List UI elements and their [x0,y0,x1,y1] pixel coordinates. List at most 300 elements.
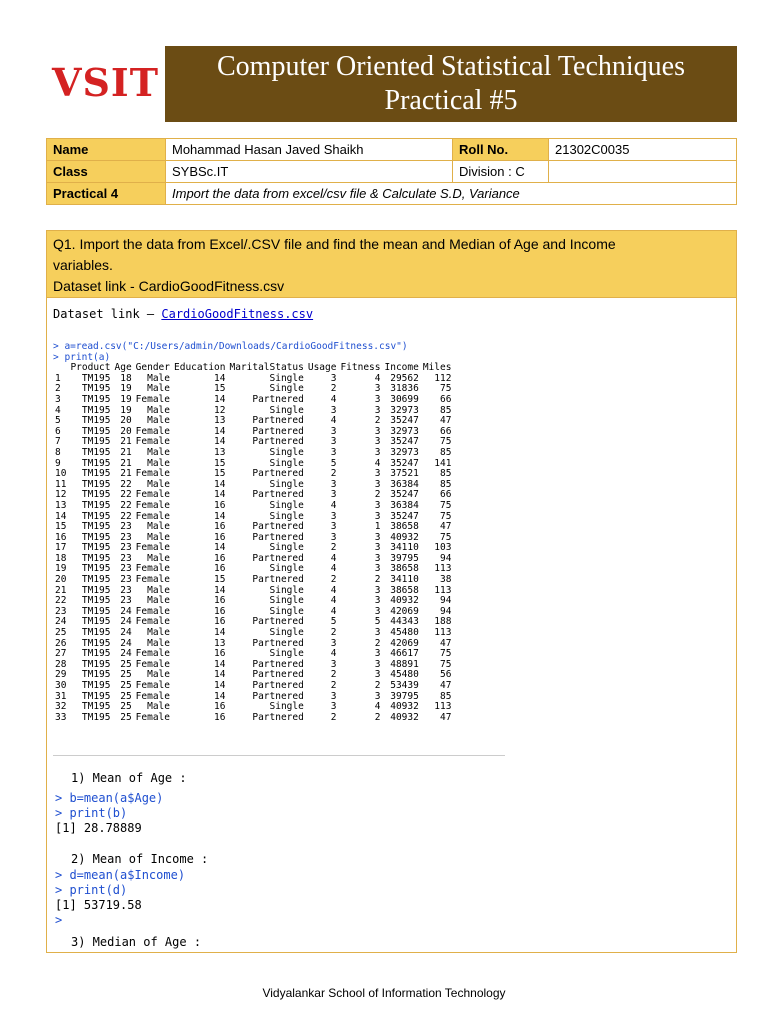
table-cell: 39795 [390,690,419,702]
table-cell: 2 [374,415,381,427]
table-cell: TM195 [81,563,111,575]
table-cell: 36384 [390,499,419,511]
table-cell: 2 [330,680,337,691]
table-cell: 16 [214,616,226,628]
table-cell: 23 [120,542,132,554]
row-index: 25 [55,627,67,639]
table-cell: Partnered [252,552,304,564]
table-cell: 16 [214,563,226,575]
table-cell: TM195 [81,383,111,395]
table-cell: Male [147,584,170,596]
table-cell: Female [135,574,170,586]
table-cell: 4 [330,605,337,617]
table-cell: 3 [374,436,381,448]
question-box [46,230,737,298]
table-cell: 25 [120,680,132,691]
console-command: > b=mean(a$Age) [55,791,164,805]
table-cell: 14 [214,425,226,437]
column-header: Income [384,362,419,374]
table-cell: TM195 [81,415,111,427]
table-cell: 14 [214,584,226,596]
table-cell: Male [147,383,170,395]
table-cell: 3 [374,404,381,416]
console-command: > print(d) [55,883,128,897]
table-cell: Female [135,605,170,617]
table-cell: Partnered [252,574,304,586]
table-cell: Male [147,669,170,681]
table-cell: Female [135,436,170,448]
table-cell: 44343 [390,616,419,628]
table-cell: 2 [374,680,381,691]
table-cell: 35247 [390,415,419,427]
table-cell: 2 [330,669,337,681]
table-cell: Male [147,637,170,649]
roll-label: Roll No. [453,139,549,161]
table-cell: 2 [374,711,381,723]
table-cell: 3 [374,605,381,617]
table-cell: 19 [120,404,132,416]
data-frame-table [53,363,453,723]
table-cell: 3 [374,595,381,607]
table-cell: 38658 [390,584,419,596]
table-cell: 3 [374,690,381,702]
table-cell: 3 [374,584,381,596]
table-cell: 16 [214,648,226,660]
table-cell: Male [147,595,170,607]
console-block [55,868,185,928]
table-cell: 4 [374,372,381,384]
table-cell: TM195 [81,521,111,533]
table-cell: TM195 [81,637,111,649]
table-cell: 112 [434,372,452,384]
table-cell: 45480 [390,669,419,681]
table-cell: 24 [120,627,132,639]
row-index: 31 [55,690,67,702]
table-cell: 20 [120,415,132,427]
table-cell: 4 [330,584,337,596]
table-cell: Male [147,478,170,490]
table-cell: Single [269,404,304,416]
table-cell: 32973 [390,404,419,416]
table-cell: 1 [374,521,381,533]
table-cell: Female [135,510,170,522]
table-cell: TM195 [81,584,111,596]
table-cell: 42069 [390,605,419,617]
column-header: Gender [135,362,170,374]
column-header: Education [174,362,226,374]
row-index: 18 [55,552,67,564]
table-cell: 19 [120,393,132,405]
table-cell: 15 [214,383,226,395]
table-cell: Female [135,711,170,723]
table-cell: 16 [214,711,226,723]
table-cell: 3 [374,510,381,522]
table-cell: 40932 [390,711,419,723]
table-cell: Single [269,510,304,522]
table-cell: 21 [120,446,132,458]
table-cell: Partnered [252,690,304,702]
table-cell: Female [135,489,170,501]
table-cell: 4 [330,393,337,405]
table-cell: 2 [374,637,381,649]
table-cell: Female [135,542,170,554]
table-cell: Partnered [252,711,304,723]
table-cell: 14 [214,658,226,670]
table-cell: 75 [439,658,452,670]
table-cell: 2 [374,574,381,586]
table-row [53,501,453,512]
table-cell: 21 [120,468,132,480]
table-cell: Female [135,690,170,702]
table-cell: 3 [374,552,381,564]
row-index: 15 [55,521,67,533]
table-cell: 3 [330,701,337,713]
table-cell: 15 [214,457,226,469]
class-label: Class [47,161,166,183]
table-cell: 40932 [390,531,419,543]
table-cell: 38658 [390,563,419,575]
table-cell: 16 [214,499,226,511]
row-index: 17 [55,542,67,554]
table-cell: Partnered [252,415,304,427]
banner-title: Computer Oriented Statistical Techniques [217,51,685,82]
row-index: 28 [55,658,67,670]
table-cell: 14 [214,372,226,384]
table-cell: Male [147,627,170,639]
table-cell: 3 [330,521,337,533]
table-cell: 48891 [390,658,419,670]
table-cell: 4 [374,701,381,713]
table-cell: 38 [439,574,452,586]
row-index: 20 [55,574,67,586]
table-cell: 14 [214,542,226,554]
row-index: 30 [55,680,67,691]
table-cell: Male [147,531,170,543]
table-cell: TM195 [81,425,111,437]
table-cell: Single [269,446,304,458]
table-cell: 15 [214,574,226,586]
table-cell: 113 [434,584,452,596]
table-cell: TM195 [81,690,111,702]
table-cell: TM195 [81,531,111,543]
row-index: 32 [55,701,67,713]
console-prompt: > [55,913,63,927]
table-cell: TM195 [81,616,111,628]
table-row [53,448,453,459]
table-cell: 14 [214,669,226,681]
table-cell: TM195 [81,436,111,448]
table-cell: 47 [439,415,452,427]
table-cell: TM195 [81,468,111,480]
table-cell: TM195 [81,404,111,416]
table-cell: 35247 [390,436,419,448]
table-cell: 85 [439,690,452,702]
table-cell: 14 [214,510,226,522]
table-cell: 103 [434,542,452,554]
title-banner [165,46,737,122]
table-cell: TM195 [81,648,111,660]
table-cell: 13 [214,415,226,427]
table-cell: 25 [120,669,132,681]
table-cell: 16 [214,701,226,713]
dataset-label: Dataset link – [53,307,162,321]
table-cell: 75 [439,436,452,448]
table-cell: 47 [439,521,452,533]
table-cell: Partnered [252,680,304,691]
table-cell: 188 [434,616,452,628]
table-cell: Single [269,383,304,395]
console-command: > a=read.csv("C:/Users/admin/Downloads/CardioGoodFitness.csv") [53,341,408,352]
table-cell: Single [269,595,304,607]
table-cell: 75 [439,499,452,511]
table-cell: TM195 [81,542,111,554]
table-cell: Single [269,542,304,554]
table-cell: Single [269,499,304,511]
table-cell: 35247 [390,510,419,522]
table-cell: 34110 [390,542,419,554]
row-index: 21 [55,584,67,596]
table-cell: 2 [330,542,337,554]
column-header: Fitness [340,362,381,374]
table-cell: 12 [214,404,226,416]
table-cell: Partnered [252,521,304,533]
table-row [53,713,453,724]
table-cell: 3 [374,499,381,511]
table-cell: Partnered [252,531,304,543]
table-cell: Partnered [252,425,304,437]
table-cell: 3 [374,446,381,458]
divider [53,755,505,756]
table-cell: 16 [214,521,226,533]
table-cell: 3 [374,627,381,639]
table-cell: 47 [439,637,452,649]
info-table [46,138,737,205]
table-cell: 85 [439,478,452,490]
table-cell: 2 [330,627,337,639]
table-cell: 113 [434,563,452,575]
table-cell: 3 [330,637,337,649]
table-cell: 3 [374,478,381,490]
table-cell: 23 [120,584,132,596]
table-cell: Partnered [252,489,304,501]
table-cell: TM195 [81,574,111,586]
row-index: 26 [55,637,67,649]
table-cell: 56 [439,669,452,681]
table-cell: Partnered [252,468,304,480]
row-index: 8 [55,446,61,458]
table-row [53,681,453,692]
table-cell: 3 [374,648,381,660]
table-row [53,395,453,406]
table-cell: 5 [330,457,337,469]
answer-box [46,297,737,953]
table-cell: TM195 [81,669,111,681]
table-cell: 3 [374,383,381,395]
table-cell: 32973 [390,425,419,437]
practical-label: Practical 4 [47,183,166,205]
table-cell: 16 [214,605,226,617]
vsit-logo: VSIT [52,60,159,105]
table-cell: Single [269,701,304,713]
console-block [55,791,163,836]
table-cell: Single [269,478,304,490]
table-cell: 21 [120,457,132,469]
table-cell: 3 [330,446,337,458]
column-header: Product [70,362,111,374]
table-cell: 45480 [390,627,419,639]
table-cell: Single [269,563,304,575]
console-output: [1] 28.78889 [55,821,142,835]
footer: Vidyalankar School of Information Technology [262,986,506,1000]
table-cell: 2 [374,489,381,501]
row-index: 13 [55,499,67,511]
table-cell: 23 [120,531,132,543]
table-cell: 3 [330,425,337,437]
row-index: 12 [55,489,67,501]
table-cell: TM195 [81,605,111,617]
table-cell: 24 [120,648,132,660]
table-cell: 75 [439,510,452,522]
table-cell: 22 [120,499,132,511]
table-cell: TM195 [81,510,111,522]
class-value: SYBSc.IT [166,161,453,183]
table-cell: 23 [120,574,132,586]
table-cell: Single [269,372,304,384]
table-cell: Single [269,648,304,660]
table-cell: 85 [439,468,452,480]
table-cell: TM195 [81,489,111,501]
table-cell: 23 [120,521,132,533]
table-cell: 24 [120,605,132,617]
table-cell: 75 [439,531,452,543]
row-index: 4 [55,404,61,416]
table-cell: Single [269,627,304,639]
table-cell: Male [147,404,170,416]
table-cell: 85 [439,404,452,416]
section-title: 1) Mean of Age : [71,771,187,785]
table-cell: 30699 [390,393,419,405]
table-cell: 2 [330,383,337,395]
table-cell: 3 [330,489,337,501]
table-cell: 3 [374,563,381,575]
row-index: 7 [55,436,61,448]
table-cell: 21 [120,436,132,448]
table-cell: 24 [120,616,132,628]
dataset-link[interactable]: CardioGoodFitness.csv [161,307,314,321]
row-index: 9 [55,457,61,469]
table-cell: 25 [120,658,132,670]
column-header: Age [114,362,132,374]
table-cell: 66 [439,425,452,437]
table-cell: 94 [439,605,452,617]
question-line-2: variables. [53,257,113,273]
dataset-line [53,307,313,321]
table-cell: 42069 [390,637,419,649]
table-cell: 22 [120,489,132,501]
name-label: Name [47,139,166,161]
row-index: 6 [55,425,61,437]
banner-subtitle: Practical #5 [384,85,518,116]
table-cell: 4 [330,595,337,607]
table-cell: 3 [374,425,381,437]
table-cell: 3 [330,690,337,702]
question-line-3: Dataset link - CardioGoodFitness.csv [53,278,285,294]
table-cell: 19 [120,383,132,395]
table-cell: 25 [120,711,132,723]
row-index: 27 [55,648,67,660]
table-cell: Male [147,457,170,469]
table-cell: 4 [330,563,337,575]
table-cell: Female [135,393,170,405]
table-cell: TM195 [81,627,111,639]
table-cell: TM195 [81,393,111,405]
table-cell: 38658 [390,521,419,533]
table-cell: 39795 [390,552,419,564]
table-cell: 141 [434,457,452,469]
console-command: > print(a) [53,351,111,363]
table-cell: 66 [439,393,452,405]
table-cell: 94 [439,552,452,564]
table-cell: Partnered [252,436,304,448]
table-cell: TM195 [81,701,111,713]
table-cell: TM195 [81,658,111,670]
table-cell: 31836 [390,383,419,395]
table-cell: Male [147,552,170,564]
table-cell: 3 [374,468,381,480]
row-index: 1 [55,372,61,384]
row-index: 2 [55,383,61,395]
section-title: 3) Median of Age : [71,935,202,949]
table-cell: 85 [439,446,452,458]
empty-cell [549,161,737,183]
section-title: 2) Mean of Income : [71,852,209,866]
row-index: 14 [55,510,67,522]
table-cell: 3 [330,372,337,384]
row-index: 10 [55,468,67,480]
table-cell: 3 [374,669,381,681]
column-header: MaritalStatus [229,362,304,374]
table-cell: 16 [214,595,226,607]
table-cell: 4 [374,457,381,469]
table-cell: Partnered [252,616,304,628]
division-value: Division : C [453,161,549,183]
table-cell: 13 [214,637,226,649]
table-cell: Single [269,605,304,617]
table-cell: Female [135,680,170,691]
table-cell: 25 [120,690,132,702]
table-cell: 14 [214,393,226,405]
console-output: [1] 53719.58 [55,898,142,912]
question-line-1: Q1. Import the data from Excel/.CSV file and find the mean and Median of Age and Income [53,236,616,252]
table-cell: Female [135,616,170,628]
table-cell: TM195 [81,595,111,607]
table-cell: Single [269,584,304,596]
table-cell: 3 [374,393,381,405]
table-cell: Female [135,658,170,670]
table-cell: 24 [120,637,132,649]
table-cell: 25 [120,701,132,713]
table-cell: 5 [374,616,381,628]
column-header: Usage [307,362,337,374]
table-cell: 35247 [390,489,419,501]
table-cell: 94 [439,595,452,607]
table-cell: Partnered [252,393,304,405]
table-cell: TM195 [81,478,111,490]
table-cell: Male [147,521,170,533]
table-cell: 40932 [390,595,419,607]
table-cell: 16 [214,531,226,543]
table-cell: Single [269,457,304,469]
